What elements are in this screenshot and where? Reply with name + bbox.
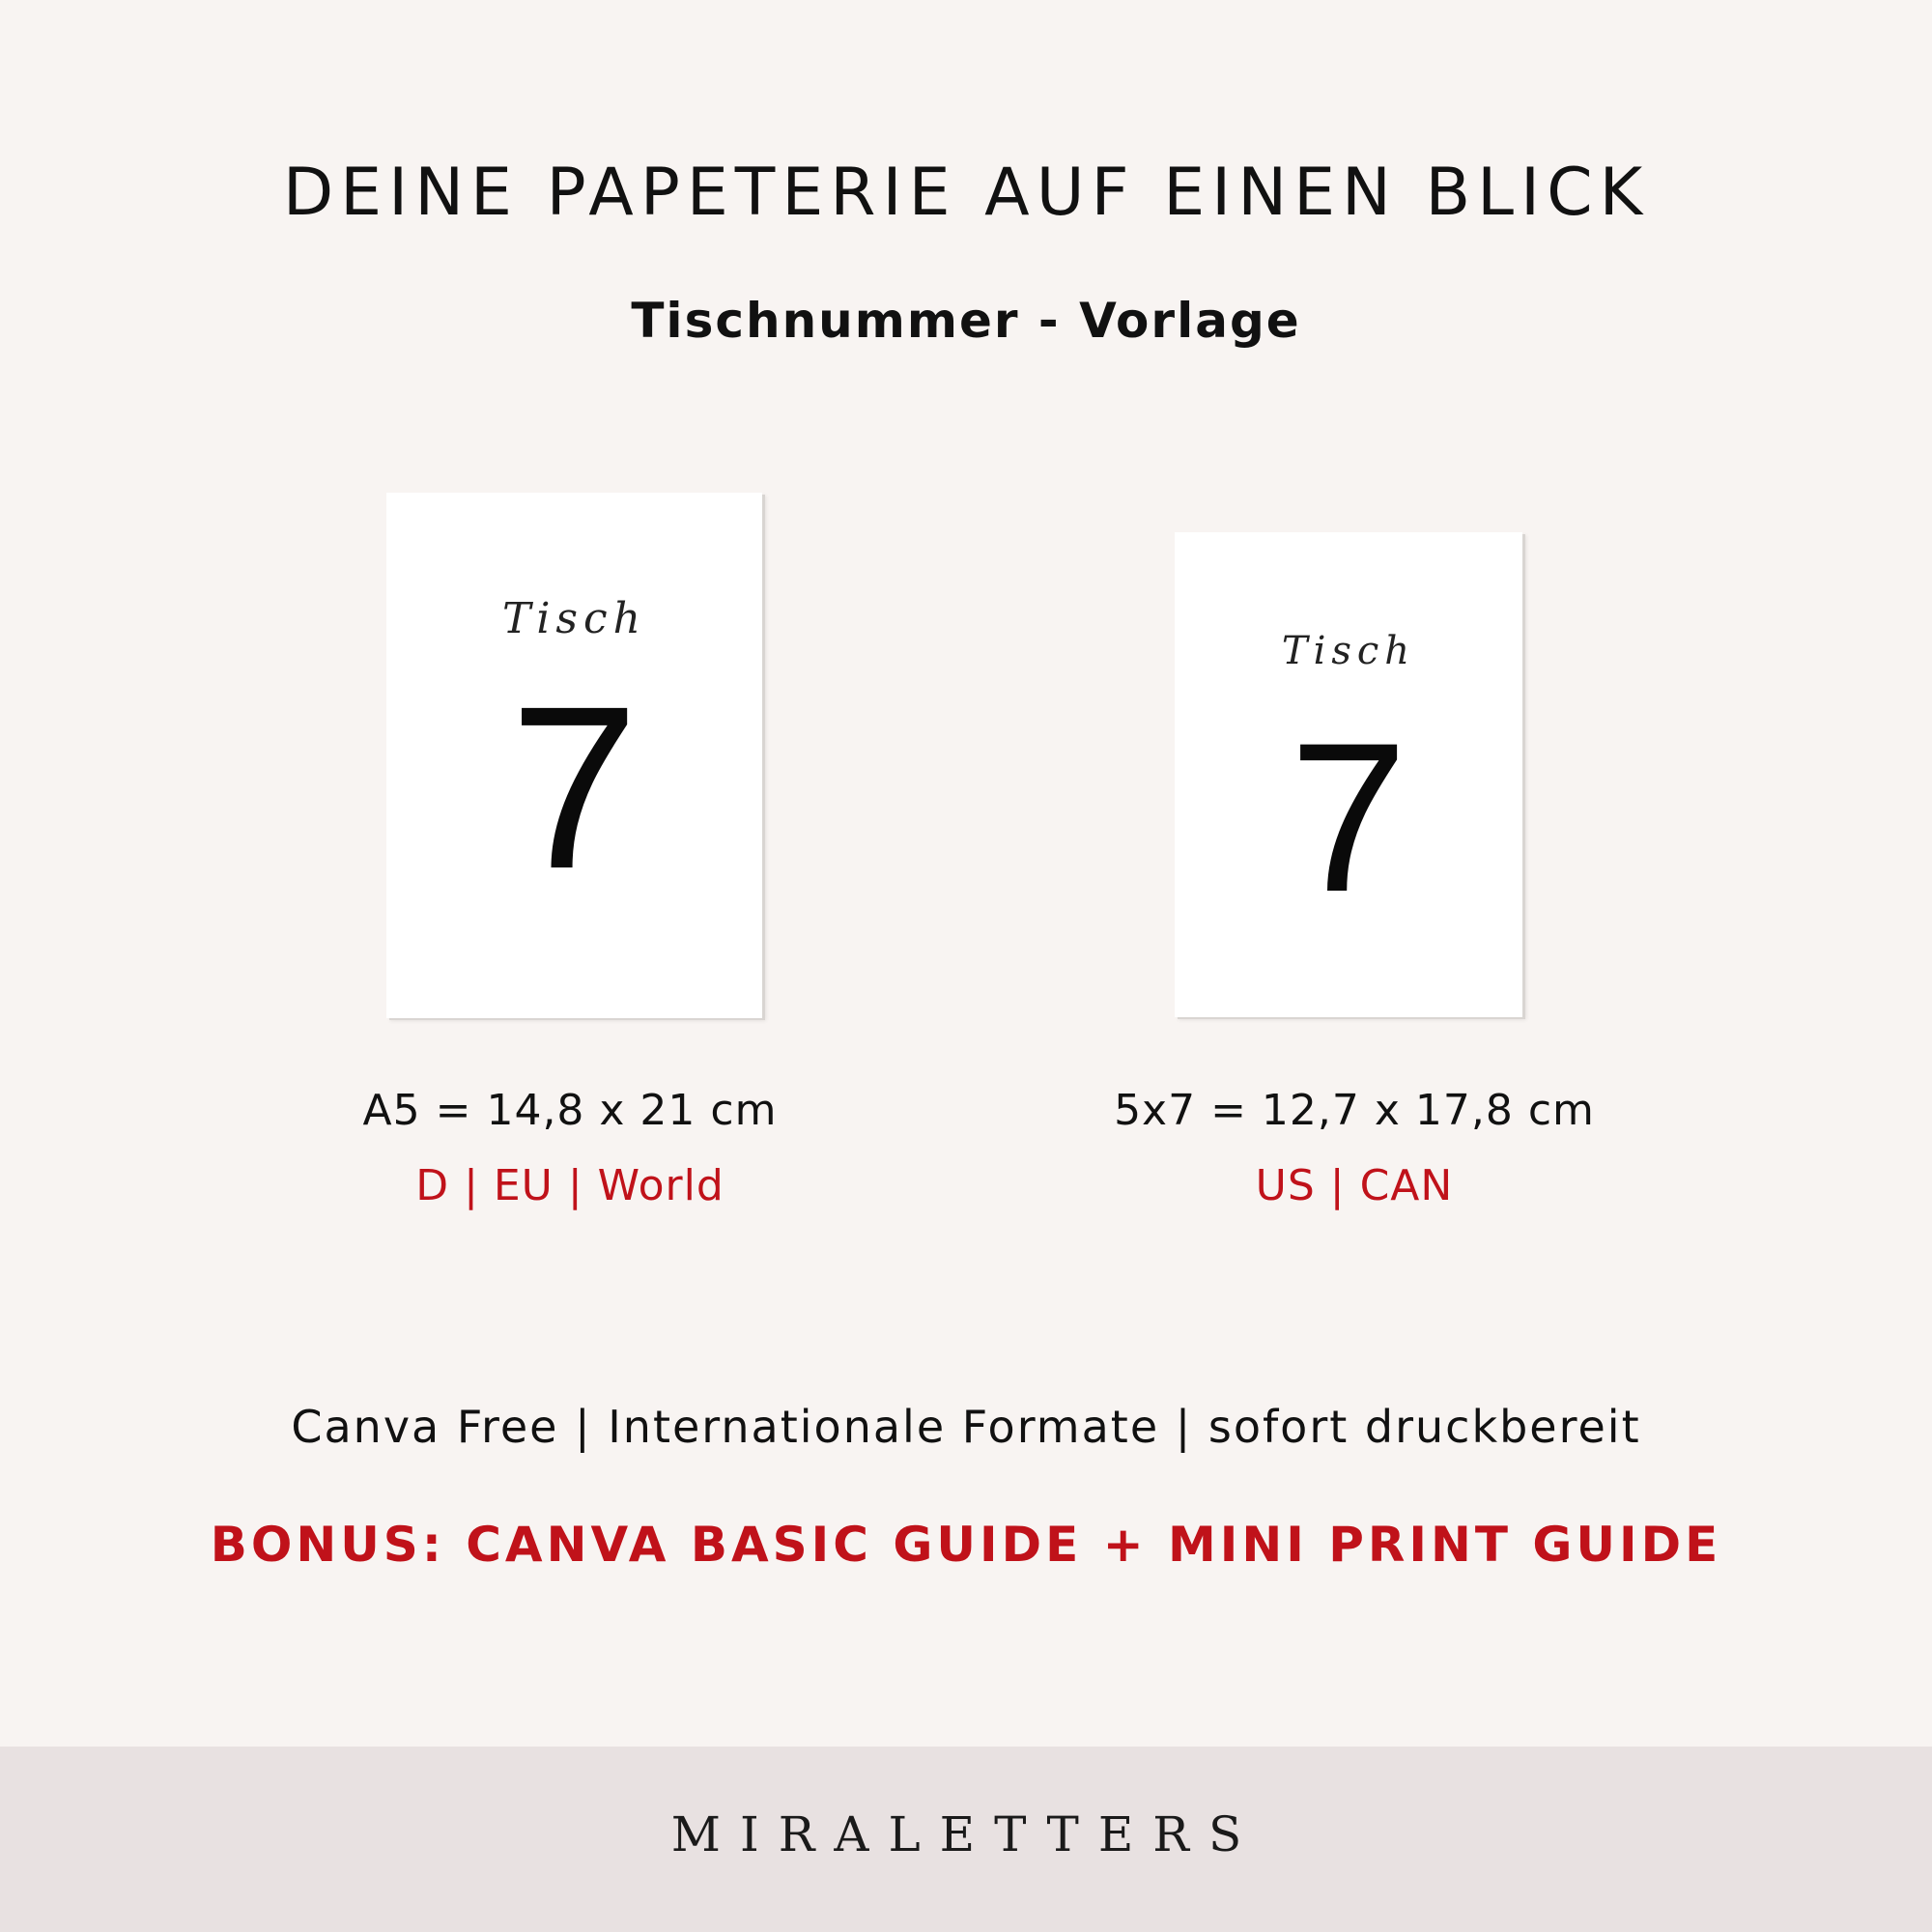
card-table-number: 7 [1289,698,1408,936]
region-label-a5: D | EU | World [415,1161,724,1210]
features-line: Canva Free | Internationale Formate | sofort druckbereit [291,1401,1641,1453]
page-subtitle: Tischnummer - Vorlage [631,293,1301,349]
bonus-line: BONUS: CANVA BASIC GUIDE + MINI PRINT GUIDE [210,1517,1722,1573]
card-table-number: 7 [509,658,639,917]
page-title: DEINE PAPETERIE AUF EINEN BLICK [282,155,1650,231]
size-label-a5: A5 = 14,8 x 21 cm [362,1086,778,1135]
card-preview-5x7 [1175,532,1522,1017]
brand-logo: MIRALETTERS [670,1806,1262,1862]
card-script-label: Tisch [1281,629,1416,673]
size-label-5x7: 5x7 = 12,7 x 17,8 cm [1114,1086,1595,1135]
card-script-label: Tisch [502,594,646,643]
region-label-5x7: US | CAN [1255,1161,1454,1210]
card-preview-a5 [386,493,762,1018]
